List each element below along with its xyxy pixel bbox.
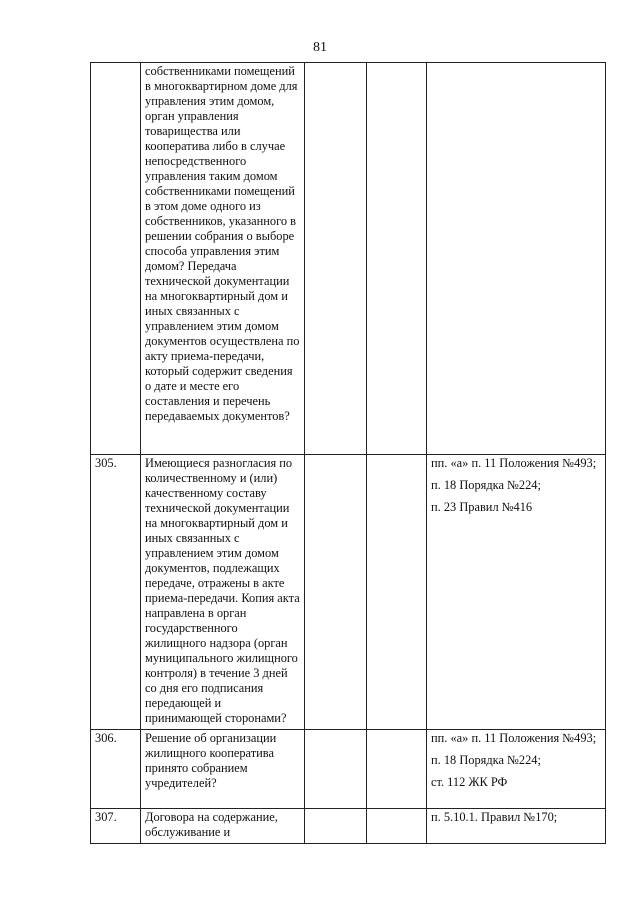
answer-cell-2 — [367, 809, 427, 844]
answer-cell-1 — [305, 809, 367, 844]
answer-cell-1 — [305, 455, 367, 730]
reference-line: п. 18 Порядка №224; — [431, 478, 541, 492]
answer-cell-1 — [305, 730, 367, 809]
page-number: 81 — [313, 40, 327, 55]
reference-cell — [427, 455, 606, 730]
reference-line: пп. «а» п. 11 Положения №493; — [431, 731, 597, 745]
reference-cell — [427, 63, 606, 455]
reference-line: пп. «а» п. 11 Положения №493; — [431, 456, 597, 470]
question-cell: Решение об организации жилищного кооператива принято собранием учредителей? — [141, 730, 305, 809]
table-row — [91, 730, 606, 809]
reference-line: п. 23 Правил №416 — [431, 500, 533, 514]
checklist-table — [90, 62, 606, 844]
reference-cell — [427, 730, 606, 809]
answer-cell-2 — [367, 455, 427, 730]
question-cell: собственниками помещений в многоквартирном доме для управления этим домом, орган управления товарищества или кооператива либо в случае непосредственного управления таким домом собственниками помещений в этом доме одного из собственников, указанного в решении собрания о выборе способа управления этим домом? Передача технической документации на многоквартирный дом и иных связанных с управлением этим домом документов осуществлена по акту приема-передачи, который содержит сведения о дате и месте его составления и перечень передаваемых документов? — [141, 63, 305, 455]
row-number-cell: 306. — [91, 730, 141, 809]
table-row — [91, 809, 606, 844]
reference-cell — [427, 809, 606, 844]
question-cell: Имеющиеся разногласия по количественному и (или) качественному составу технической документации на многоквартирный дом и иных связанных с управлением этим домом документов, подлежащих передаче, отражены в акте приема-передачи. Копия акта направлена в орган государственного жилищного надзора (орган муниципального жилищного контроля) в течение 3 дней со дня его подписания передающей и принимающей сторонами? — [141, 455, 305, 730]
row-number-cell — [91, 63, 141, 455]
answer-cell-2 — [367, 730, 427, 809]
row-number-cell: 307. — [91, 809, 141, 844]
reference-line: ст. 112 ЖК РФ — [431, 775, 508, 789]
question-cell: Договора на содержание, обслуживание и — [141, 809, 305, 844]
table-row — [91, 455, 606, 730]
row-number-cell: 305. — [91, 455, 141, 730]
table-row — [91, 63, 606, 455]
answer-cell-1 — [305, 63, 367, 455]
answer-cell-2 — [367, 63, 427, 455]
reference-line: п. 5.10.1. Правил №170; — [431, 810, 558, 824]
reference-line: п. 18 Порядка №224; — [431, 753, 541, 767]
